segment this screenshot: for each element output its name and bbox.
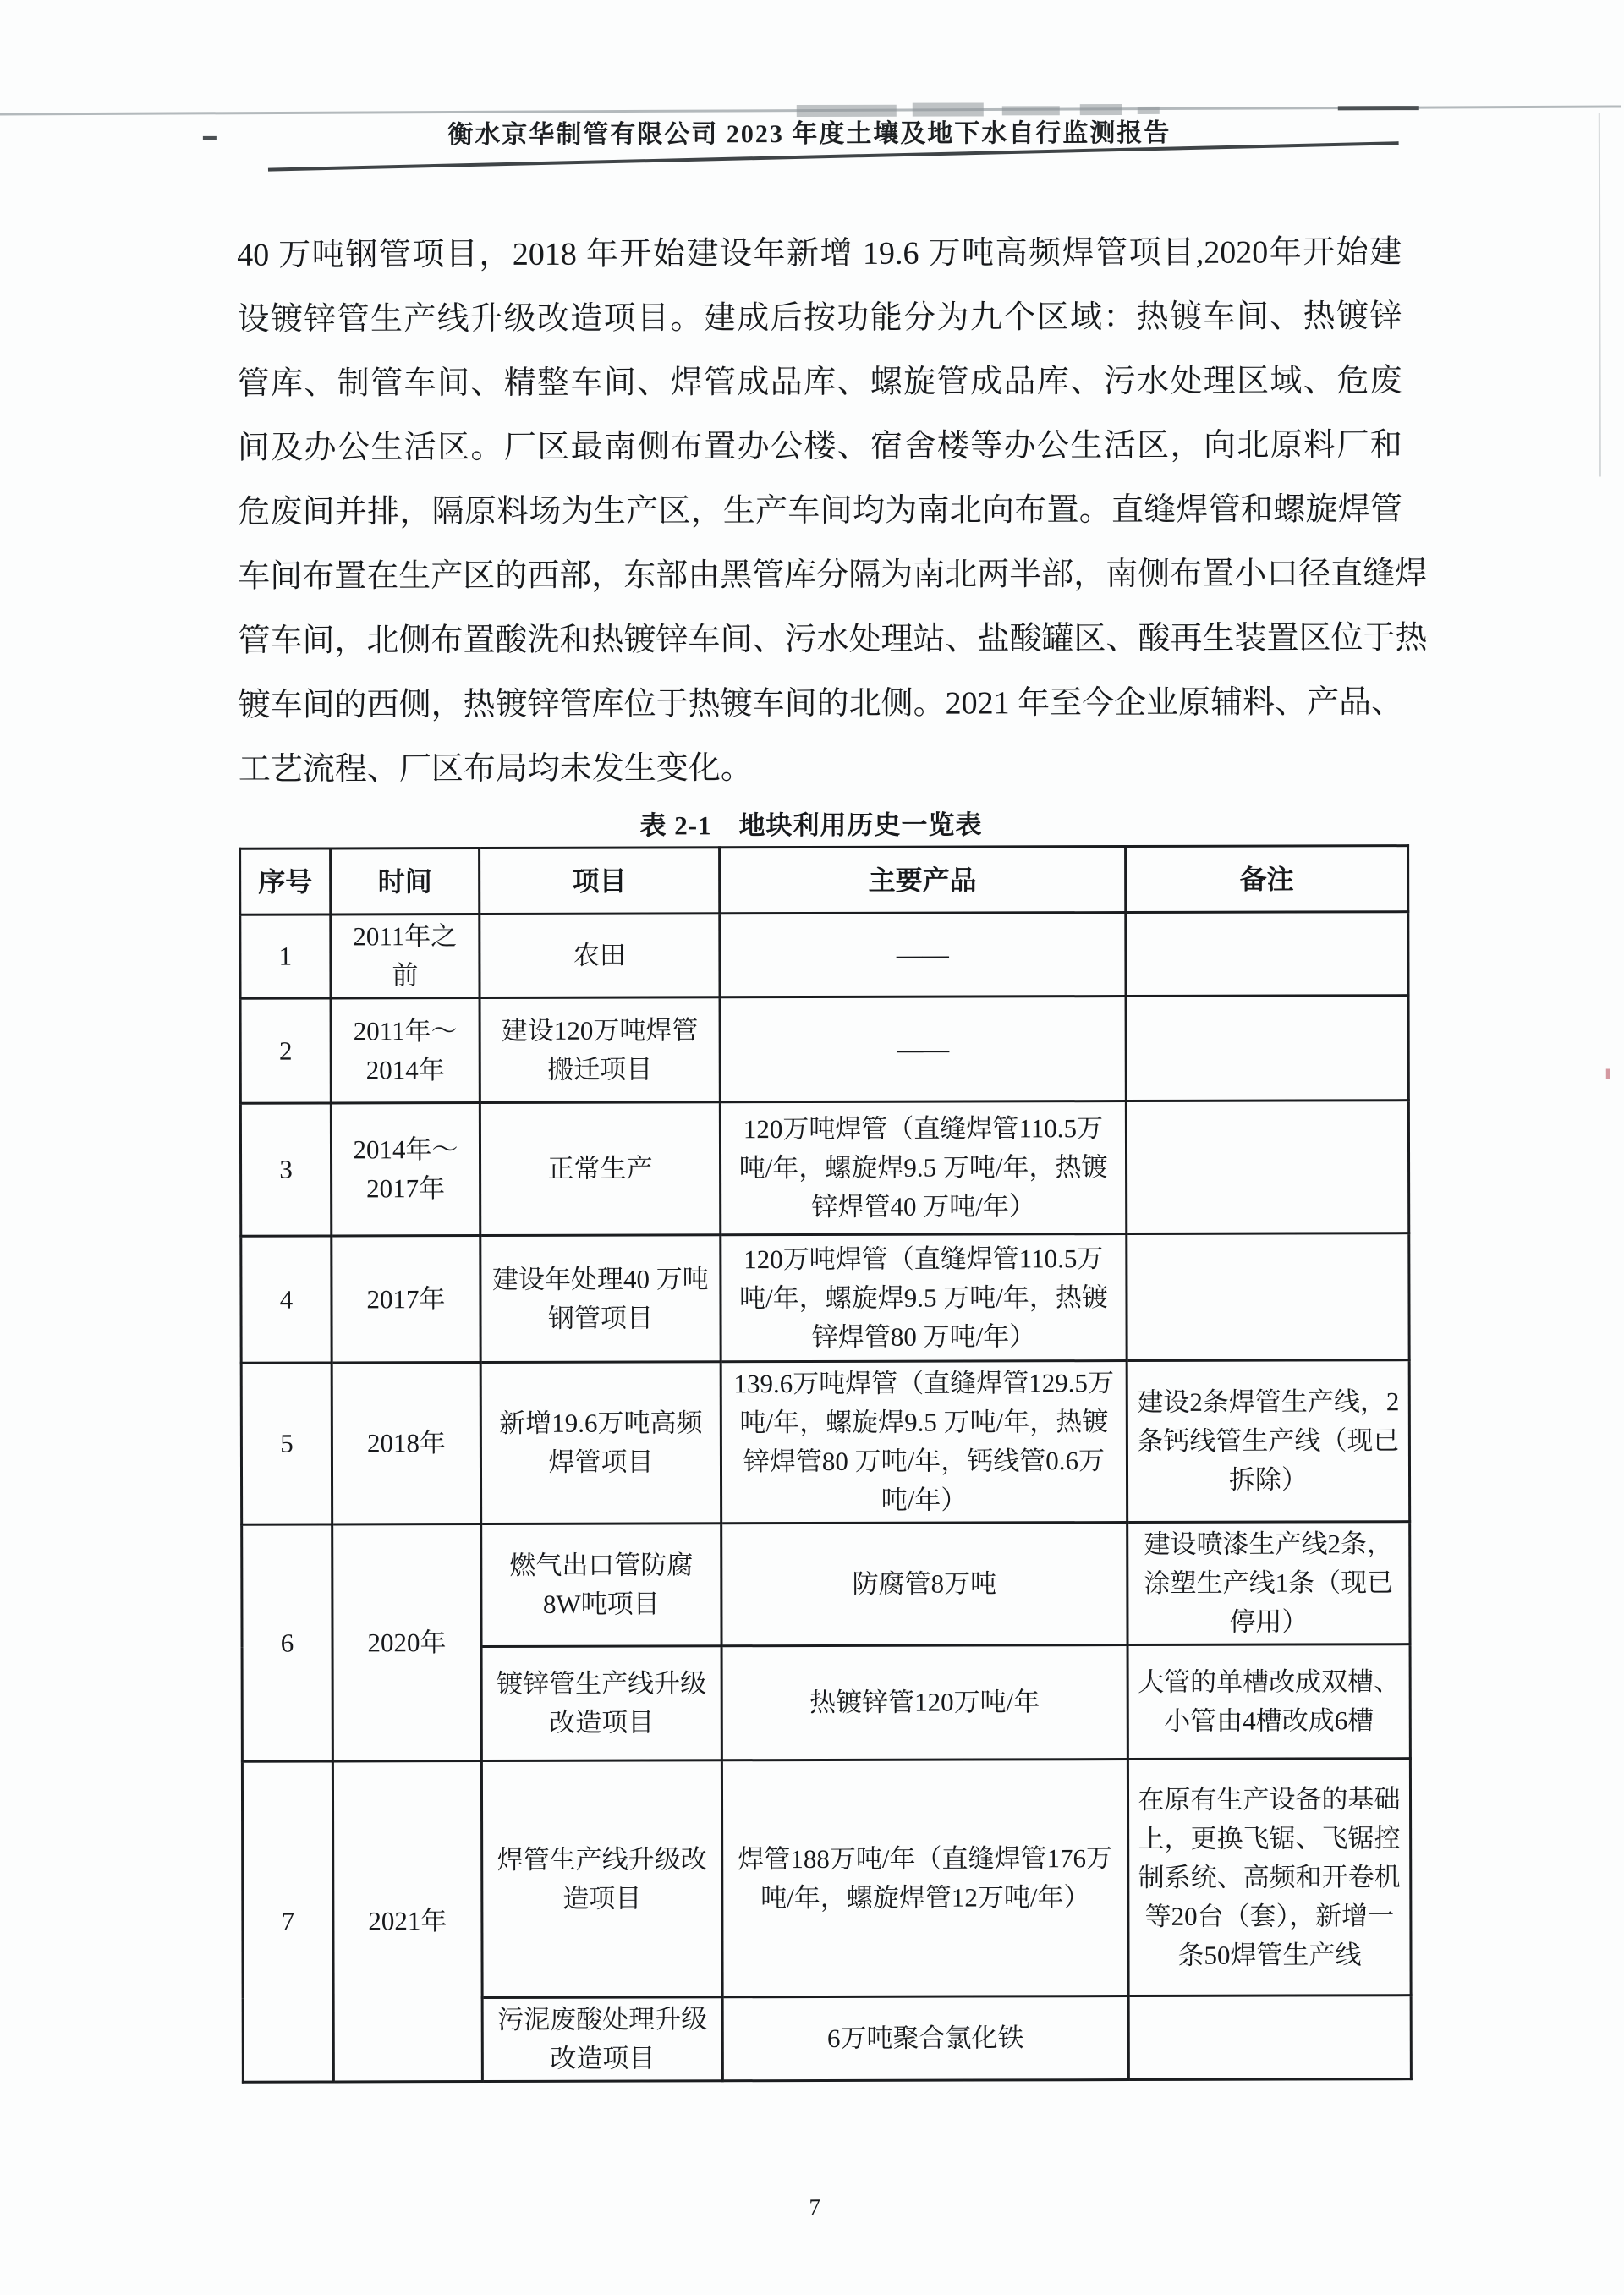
cell-index: 1 bbox=[240, 914, 331, 998]
cell-products: —— bbox=[720, 997, 1126, 1102]
cell-products: 139.6万吨焊管（直缝焊管129.5万吨/年，螺旋焊9.5 万吨/年，热镀锌焊管80 万吨/年，钙线管0.6万吨/年） bbox=[721, 1361, 1127, 1524]
cell-index: 7 bbox=[242, 1761, 333, 2082]
paragraph-line: 镀车间的西侧，热镀锌管库位于热镀车间的北侧。2021 年至今企业原辅料、产品、 bbox=[238, 684, 1404, 723]
cell-project: 建设120万吨焊管搬迁项目 bbox=[480, 997, 720, 1103]
cell-note bbox=[1126, 912, 1408, 997]
cell-products: 120万吨焊管（直缝焊管110.5万吨/年，螺旋焊9.5 万吨/年，热镀锌焊管40 万吨/年） bbox=[720, 1101, 1126, 1235]
cell-time: 2018年 bbox=[332, 1363, 480, 1524]
cell-index: 3 bbox=[240, 1103, 331, 1236]
cell-project: 污泥废酸处理升级改造项目 bbox=[482, 1997, 722, 2082]
table-row bbox=[240, 996, 1408, 1104]
cell-project: 新增19.6万吨高频焊管项目 bbox=[480, 1362, 721, 1524]
column-header: 时间 bbox=[331, 848, 480, 914]
column-header: 主要产品 bbox=[720, 847, 1126, 914]
body-paragraph bbox=[237, 220, 1428, 802]
cell-note bbox=[1126, 1101, 1408, 1234]
running-header-title: 衡水京华制管有限公司 2023 年度土壤及地下水自行监测报告 bbox=[447, 118, 1171, 150]
paragraph-line: 管车间，北侧布置酸洗和热镀锌车间、污水处理站、盐酸罐区、酸再生装置区位于热 bbox=[238, 620, 1428, 659]
scan-artifact-dark-segment bbox=[1338, 106, 1419, 110]
cell-time: 2017年 bbox=[332, 1236, 480, 1363]
paragraph-line: 危废间并排，隔原料场为生产区，生产车间均为南北向布置。直缝焊管和螺旋焊管 bbox=[237, 491, 1403, 530]
cell-products: 防腐管8万吨 bbox=[721, 1523, 1127, 1646]
cell-project: 焊管生产线升级改造项目 bbox=[481, 1760, 722, 1998]
cell-products: 焊管188万吨/年（直缝焊管176万吨/年，螺旋焊管12万吨/年） bbox=[721, 1760, 1128, 1997]
cell-index: 6 bbox=[242, 1524, 333, 1761]
cell-products: 120万吨焊管（直缝焊管110.5万吨/年，螺旋焊9.5 万吨/年，热镀锌焊管80 万吨/年） bbox=[721, 1234, 1127, 1362]
cell-time: 2020年 bbox=[332, 1524, 482, 1761]
table-row bbox=[240, 1101, 1408, 1237]
column-header: 备注 bbox=[1126, 846, 1408, 913]
paragraph-line: 40 万吨钢管项目，2018 年开始建设年新增 19.6 万吨高频焊管项目,2020年开始建 bbox=[237, 234, 1402, 273]
table-caption: 表 2-1 地块利用历史一览表 bbox=[639, 810, 983, 841]
column-header: 序号 bbox=[240, 848, 331, 914]
table-body bbox=[240, 912, 1412, 2083]
page-number: 7 bbox=[809, 2193, 821, 2221]
cell-note bbox=[1127, 1233, 1409, 1361]
table-row bbox=[241, 1233, 1409, 1364]
cell-time: 2011年之前 bbox=[331, 914, 480, 998]
cell-project: 建设年处理40 万吨钢管项目 bbox=[480, 1235, 721, 1363]
paragraph-line: 管库、制管车间、精整车间、焊管成品库、螺旋管成品库、污水处理区域、危废 bbox=[237, 363, 1402, 402]
table-row bbox=[241, 1360, 1409, 1525]
table-row bbox=[242, 1522, 1410, 1648]
paragraph-line: 设镀锌管生产线升级改造项目。建成后按功能分为九个区域：热镀车间、热镀锌 bbox=[237, 299, 1402, 338]
cell-index: 4 bbox=[241, 1236, 332, 1363]
scan-artifact-right-edge bbox=[1599, 113, 1601, 477]
paragraph-line: 工艺流程、厂区布局均未发生变化。 bbox=[238, 750, 753, 788]
scan-artifact-red bbox=[1606, 1069, 1610, 1079]
table-row bbox=[240, 912, 1408, 999]
table-header-row bbox=[240, 846, 1408, 915]
cell-products: 6万吨聚合氯化铁 bbox=[722, 1996, 1128, 2081]
cell-time: 2014年～ 2017年 bbox=[331, 1103, 480, 1236]
cell-note: 大管的单槽改成双槽、小管由4槽改成6槽 bbox=[1127, 1644, 1410, 1760]
cell-index: 5 bbox=[241, 1363, 332, 1524]
cell-project: 燃气出口管防腐8W吨项目 bbox=[481, 1524, 721, 1647]
cell-note bbox=[1126, 996, 1408, 1101]
cell-products: —— bbox=[720, 913, 1126, 997]
cell-time: 2011年～ 2014年 bbox=[331, 998, 480, 1103]
cell-project: 镀锌管生产线升级改造项目 bbox=[481, 1646, 721, 1761]
cell-project: 正常生产 bbox=[480, 1102, 720, 1236]
cell-project: 农田 bbox=[480, 914, 720, 998]
paragraph-line: 车间布置在生产区的西部，东部由黑管库分隔为南北两半部，南侧布置小口径直缝焊 bbox=[238, 556, 1428, 595]
column-header: 项目 bbox=[480, 848, 720, 914]
cell-note: 建设2条焊管生产线，2条钙线管生产线（现已拆除） bbox=[1127, 1360, 1409, 1523]
cell-note: 建设喷漆生产线2条，涂塑生产线1条（现已停用） bbox=[1127, 1522, 1410, 1645]
cell-index: 2 bbox=[240, 998, 331, 1103]
cell-note bbox=[1128, 1996, 1411, 2080]
paragraph-line: 间及办公生活区。厂区最南侧布置办公楼、宿舍楼等办公生活区，向北原料厂和 bbox=[237, 427, 1402, 466]
cell-note: 在原有生产设备的基础上，更换飞锯、飞锯控制系统、高频和开卷机等20台（套），新增一条50焊管生产线 bbox=[1127, 1759, 1411, 1996]
cell-products: 热镀锌管120万吨/年 bbox=[721, 1645, 1127, 1760]
table-row bbox=[242, 1759, 1411, 1999]
cell-time: 2021年 bbox=[332, 1761, 482, 2082]
land-use-history-table bbox=[239, 844, 1413, 2084]
